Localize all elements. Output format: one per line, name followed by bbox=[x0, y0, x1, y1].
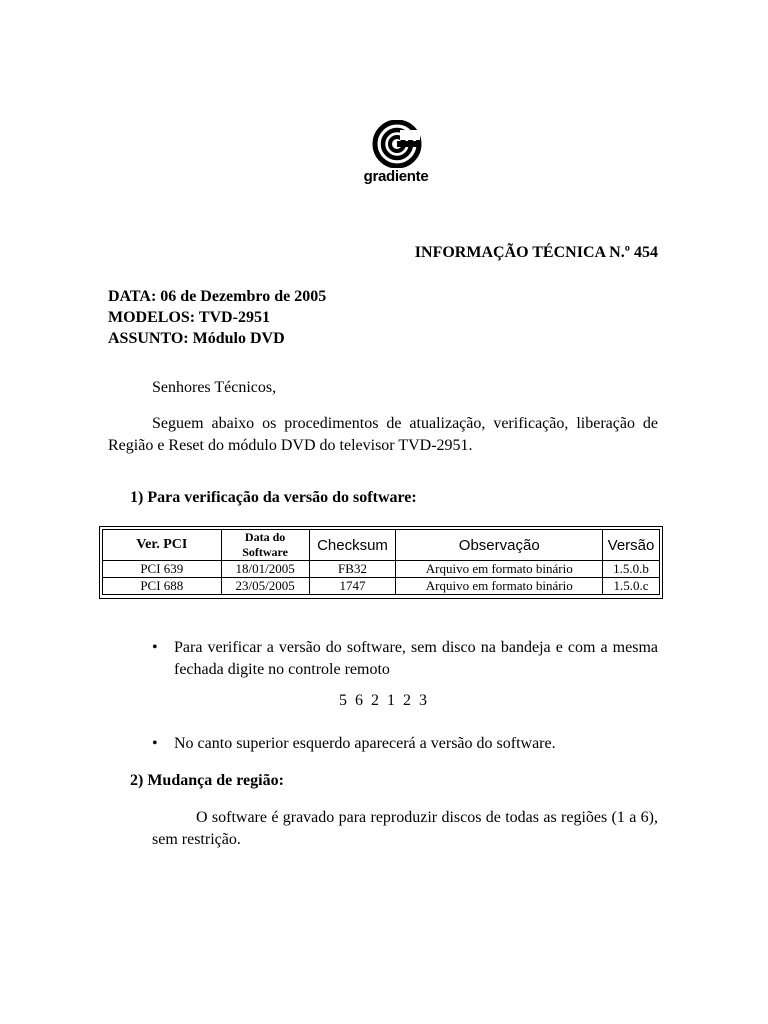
section-2-paragraph: O software é gravado para reproduzir discos de todas as regiões (1 a 6), sem restrição. bbox=[152, 809, 658, 848]
document-meta bbox=[108, 286, 326, 349]
header-ver-pci: Ver. PCI bbox=[103, 530, 222, 561]
cell-ver-pci: PCI 688 bbox=[103, 578, 222, 595]
gradiente-logo-mark bbox=[370, 120, 424, 168]
header-versao: Versão bbox=[603, 530, 660, 561]
meta-subject: ASSUNTO: Módulo DVD bbox=[108, 330, 285, 347]
version-table-frame bbox=[99, 526, 663, 599]
cell-ver-pci: PCI 639 bbox=[103, 561, 222, 578]
bullet-text: No canto superior esquerdo aparecerá a versão do software. bbox=[174, 735, 556, 752]
cell-date: 18/01/2005 bbox=[221, 561, 309, 578]
section-1-title: 1) Para verificação da versão do software: bbox=[130, 489, 417, 506]
cell-observation: Arquivo em formato binário bbox=[396, 578, 603, 595]
gradiente-logo bbox=[356, 120, 436, 192]
document-title: INFORMAÇÃO TÉCNICA N.º 454 bbox=[414, 244, 658, 261]
cell-checksum: 1747 bbox=[309, 578, 396, 595]
bullet-icon: • bbox=[152, 639, 158, 656]
bullet-icon: • bbox=[152, 735, 158, 752]
cell-observation: Arquivo em formato binário bbox=[396, 561, 603, 578]
cell-date: 23/05/2005 bbox=[221, 578, 309, 595]
table-row bbox=[103, 561, 660, 578]
bullet-text: Para verificar a versão do software, sem disco na bandeja e com a mesma fechada digite no controle remoto bbox=[174, 639, 658, 678]
header-checksum: Checksum bbox=[309, 530, 396, 561]
meta-models: MODELOS: TVD-2951 bbox=[108, 309, 270, 326]
logo-text: gradiente bbox=[363, 168, 429, 185]
intro-paragraph: Seguem abaixo os procedimentos de atualização, verificação, liberação de Região e Reset do módulo DVD do televisor TVD-2951. bbox=[108, 415, 658, 454]
cell-checksum: FB32 bbox=[309, 561, 396, 578]
bullet-verify-version bbox=[152, 637, 658, 681]
table-row bbox=[103, 578, 660, 595]
greeting: Senhores Técnicos, bbox=[152, 379, 277, 396]
cell-version: 1.5.0.b bbox=[603, 561, 660, 578]
meta-date: DATA: 06 de Dezembro de 2005 bbox=[108, 288, 327, 305]
header-data-software: Data do Software bbox=[221, 530, 309, 561]
version-table bbox=[102, 529, 660, 595]
cell-version: 1.5.0.c bbox=[603, 578, 660, 595]
bullet-version-location bbox=[152, 733, 658, 755]
section-2-title: 2) Mudança de região: bbox=[130, 772, 284, 789]
remote-code: 5 6 2 1 2 3 bbox=[339, 692, 429, 709]
header-observacao: Observação bbox=[396, 530, 603, 561]
